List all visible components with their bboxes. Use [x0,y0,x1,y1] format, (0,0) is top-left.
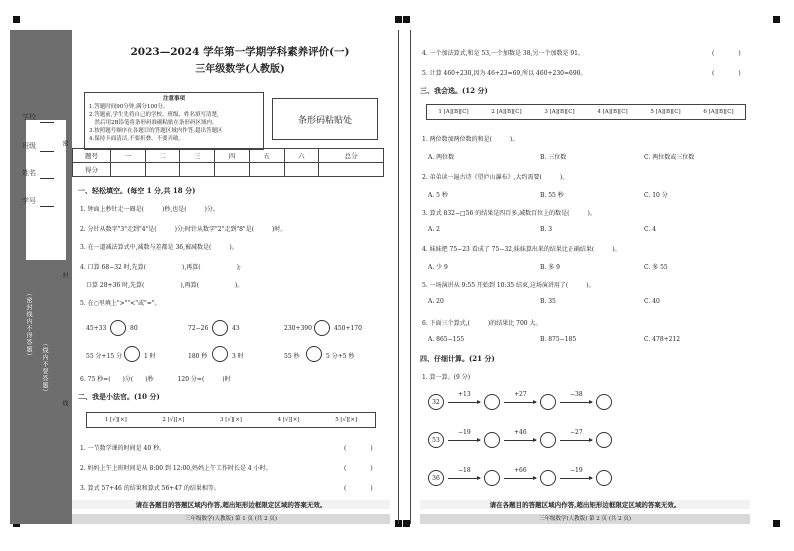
score-input[interactable] [215,163,250,177]
compare-circle[interactable] [306,346,322,362]
exam-subtitle: 三年级数学(人教版) [195,64,285,75]
page-2 [416,36,752,526]
question-text: 5. 一场演讲从 9:55 开始到 10:35 结束,这场演讲用了( )。 [422,282,595,289]
option-c: C. 10 分 [644,192,668,199]
seal-char-feng: 封 [61,272,68,279]
chain-arrow [560,402,592,403]
score-input[interactable] [111,163,146,177]
page-1 [72,36,408,526]
compare-left: 180 秒 [188,353,208,360]
section-4-title: 四、仔细计算。(21 分) [420,354,495,363]
chain-answer[interactable] [596,432,612,448]
chain-arrow [448,440,480,441]
question-text: 3. 在一道减法算式中,减数与差都是 36,被减数是( )。 [80,244,238,251]
chain-arrow [504,478,536,479]
chain-op: −19 [570,467,583,474]
question-text: 1. 钟面上秒针走一圈是( )秒,也是( )分。 [80,206,219,213]
option-b: B. 55 秒 [540,192,564,199]
question-text: 2. 弟弟读一遍古诗《望庐山瀑布》,大约需要( )。 [422,174,569,181]
footer-page-number: 三年级数学(人教版) 第 2 页 (共 2 页) [420,514,750,524]
seal-notice: （密封线内不得答题） [25,290,32,360]
chain-op: +13 [458,391,471,398]
section-2-title: 二、我是小法官。(10 分) [78,392,160,401]
score-cell: 二 [145,149,180,163]
answer-paren[interactable]: ( ) [344,485,373,492]
registration-mark [13,16,20,23]
judge-choice[interactable]: 5 [√][×] [335,417,358,423]
registration-mark [395,16,402,23]
section-3-title: 三、我会选。(12 分) [420,86,488,95]
option-b: B. 三位数 [540,154,567,161]
select-choice[interactable]: 2 [A][B][C] [491,109,522,115]
compare-circle[interactable] [314,320,330,336]
footer-warning: 请在各题目的答题区域内作答,超出矩形边框限定区域的答案无效。 [72,500,390,509]
score-input[interactable] [180,163,215,177]
compare-right: 450+170 [334,325,362,332]
compare-right: 80 [130,325,138,332]
question-text: 1. 两位数加两位数的和是( )。 [422,136,519,143]
section-1-title: 一、轻松填空。(每空 1 分,共 18 分) [78,186,196,195]
score-cell: 总分 [319,149,384,163]
score-cell: 得分 [73,163,111,177]
chain-op: +66 [514,467,527,474]
option-b: B. 875−185 [540,336,577,343]
chain-start: 32 [428,394,444,410]
chain-answer[interactable] [596,394,612,410]
registration-mark [403,16,410,23]
compare-left: 55 分+15 分 [86,353,123,360]
chain-answer[interactable] [540,470,556,486]
score-table [72,148,384,177]
chain-arrow [560,478,592,479]
judge-choice[interactable]: 3 [√][×] [220,417,242,423]
select-choice[interactable]: 4 [A][B][C] [597,109,628,115]
calc-intro: 1. 算一算。(9 分) [422,374,471,381]
score-cell: 一 [111,149,146,163]
student-id-label: 学号 [22,197,36,205]
question-text: 口算 28+36 时,先算( ),再算( )。 [80,282,244,289]
page-divider [410,30,411,524]
notice-line: 1.答题时间90分钟,满分100分。 [89,104,169,110]
chain-answer[interactable] [540,394,556,410]
compare-right: 1 时 [144,353,156,360]
registration-mark [773,16,780,23]
question-text: 3. 算式 832−□56 的结果是四百多,减数百位上的数是( )。 [422,210,596,217]
compare-right: 43 [232,325,240,332]
exam-title: 2023—2024 学年第一学期学科素养评价(一) [130,46,350,58]
judge-choice[interactable]: 4 [√][×] [277,417,300,423]
chain-op: −38 [570,391,583,398]
score-input[interactable] [284,163,319,177]
question-text: 1. 一节数学课的时间是 40 秒。 [80,445,166,452]
compare-left: 72−26 [188,325,209,332]
judge-choice[interactable]: 1 [√][×] [104,417,127,423]
compare-circle[interactable] [212,346,228,362]
score-cell: 五 [249,149,284,163]
chain-arrow [504,402,536,403]
footer-page-number: 三年级数学(人教版) 第 1 页 (共 2 页) [72,514,390,524]
question-text: 6. 75 秒=( )分( )秒 120 分=( )时 [80,376,231,383]
notice-title: 注意事项 [162,96,185,102]
notice-line: 3.按照题号顺序在各题目的答题区域内作答,超出答题区 [89,128,223,134]
class-label: 班级 [22,142,36,150]
option-c: C. 478+212 [644,336,681,343]
question-text: 4. 一个加法算式,和是 53,一个加数是 38,另一个加数是 91。 [422,50,584,57]
option-a: A. 5 秒 [428,192,448,199]
compare-circle[interactable] [124,346,140,362]
seal-char-mi: 密 [61,140,68,147]
chain-answer[interactable] [484,470,500,486]
barcode-area [272,98,378,140]
seal-char-xian: 线 [61,400,68,407]
option-c: C. 多 55 [644,264,668,271]
notice-line: 2.答题前,学生先将自己的学校、班级、姓名填写清楚, [89,112,219,118]
chain-answer[interactable] [484,432,500,448]
chain-op: +27 [514,391,527,398]
option-b: B. 3 [540,226,553,233]
footer-warning: 请在各题目的答题区域内作答,超出矩形边框限定区域的答案无效。 [420,500,750,509]
registration-mark [773,520,780,527]
name-line [40,178,54,179]
score-input[interactable] [319,163,384,177]
notice-line: 然后用2B铅笔将条形码准确粘贴在条形码区域内。 [89,120,218,126]
question-text: 4. 口算 68−32 时,先算( ),再算( ); [80,264,241,271]
chain-start: 36 [428,470,444,486]
answer-paren[interactable]: ( ) [344,445,373,452]
question-text: 5. 在○里填上">""<"或"="。 [80,300,161,307]
compare-left: 45+33 [86,325,107,332]
question-text: 6. 下面三个算式,( )的结果比 700 大。 [422,320,542,327]
compare-left: 230+390 [284,325,312,332]
score-cell: 题号 [73,149,111,163]
class-line [40,151,54,152]
select-choice[interactable]: 5 [A][B][C] [650,109,681,115]
compare-left: 55 秒 [284,353,300,360]
question-text: 2. 妈妈上午上班时间是从 8:00 到 12:00,妈妈上午工作时长是 4 小时。 [80,465,272,472]
score-cell: 三 [180,149,215,163]
select-answer-box [426,104,746,120]
question-text: 5. 计算 460+230,因为 46+23=69,所以 460+230=690。 [422,70,587,77]
option-a: A. 865−155 [428,336,465,343]
notice-box [84,92,264,150]
chain-arrow [504,440,536,441]
option-b: B. 35 [540,298,556,305]
answer-paren[interactable]: ( ) [712,70,741,77]
question-text: 4. 妹妹把 75−23 看成了 75−32,妹妹算出来的结果比正确结果( )。 [422,246,621,253]
select-choice[interactable]: 6 [A][B][C] [703,109,734,115]
option-a: A. 2 [428,226,440,233]
chain-answer[interactable] [540,432,556,448]
student-id-line [40,206,54,207]
judge-answer-box [86,412,376,428]
score-input[interactable] [145,163,180,177]
seal-notice-2: （线内不要答题） [41,340,48,396]
answer-paren[interactable]: ( ) [344,465,373,472]
chain-arrow [560,440,592,441]
name-label: 姓名 [22,169,36,177]
score-table-row [73,163,384,177]
school-label: 学校 [22,113,36,121]
compare-right: 5 分+5 秒 [326,353,355,360]
compare-circle[interactable] [110,320,126,336]
select-choice[interactable]: 1 [A][B][C] [438,109,469,115]
judge-choice[interactable]: 2 [√][×] [162,417,185,423]
chain-op: −27 [570,429,583,436]
option-a: A. 少 9 [428,264,448,271]
score-cell: 六 [284,149,319,163]
select-choice[interactable]: 3 [A][B][C] [544,109,575,115]
option-a: A. 两位数 [428,154,455,161]
chain-answer[interactable] [484,394,500,410]
chain-op: −19 [458,429,471,436]
answer-paren[interactable]: ( ) [712,50,741,57]
option-c: C. 40 [644,298,660,305]
chain-arrow [448,478,480,479]
chain-op: +46 [514,429,527,436]
compare-circle[interactable] [212,320,228,336]
page-divider [398,30,399,524]
score-table-header [73,149,384,163]
option-c: C. 4 [644,226,657,233]
option-a: A. 20 [428,298,444,305]
barcode-label: 条形码粘贴处 [297,115,352,126]
notice-line: 4.保持卡面清洁,不要折叠、不要弄破。 [89,136,184,142]
compare-right: 3 时 [232,353,244,360]
chain-arrow [448,402,480,403]
school-line [40,122,54,123]
score-cell: 四 [215,149,250,163]
chain-start: 53 [428,432,444,448]
chain-op: −18 [458,467,471,474]
score-input[interactable] [249,163,284,177]
option-b: B. 多 9 [540,264,560,271]
question-text: 2. 分针从数字"3"走到"4"是( )分;时针从数字"2"走到"8"是( )时。 [80,226,287,233]
question-text: 3. 算式 57+46 的结果和算式 56+47 的结果相等。 [80,485,220,492]
option-c: C. 两位数或三位数 [644,154,695,161]
chain-answer[interactable] [596,470,612,486]
